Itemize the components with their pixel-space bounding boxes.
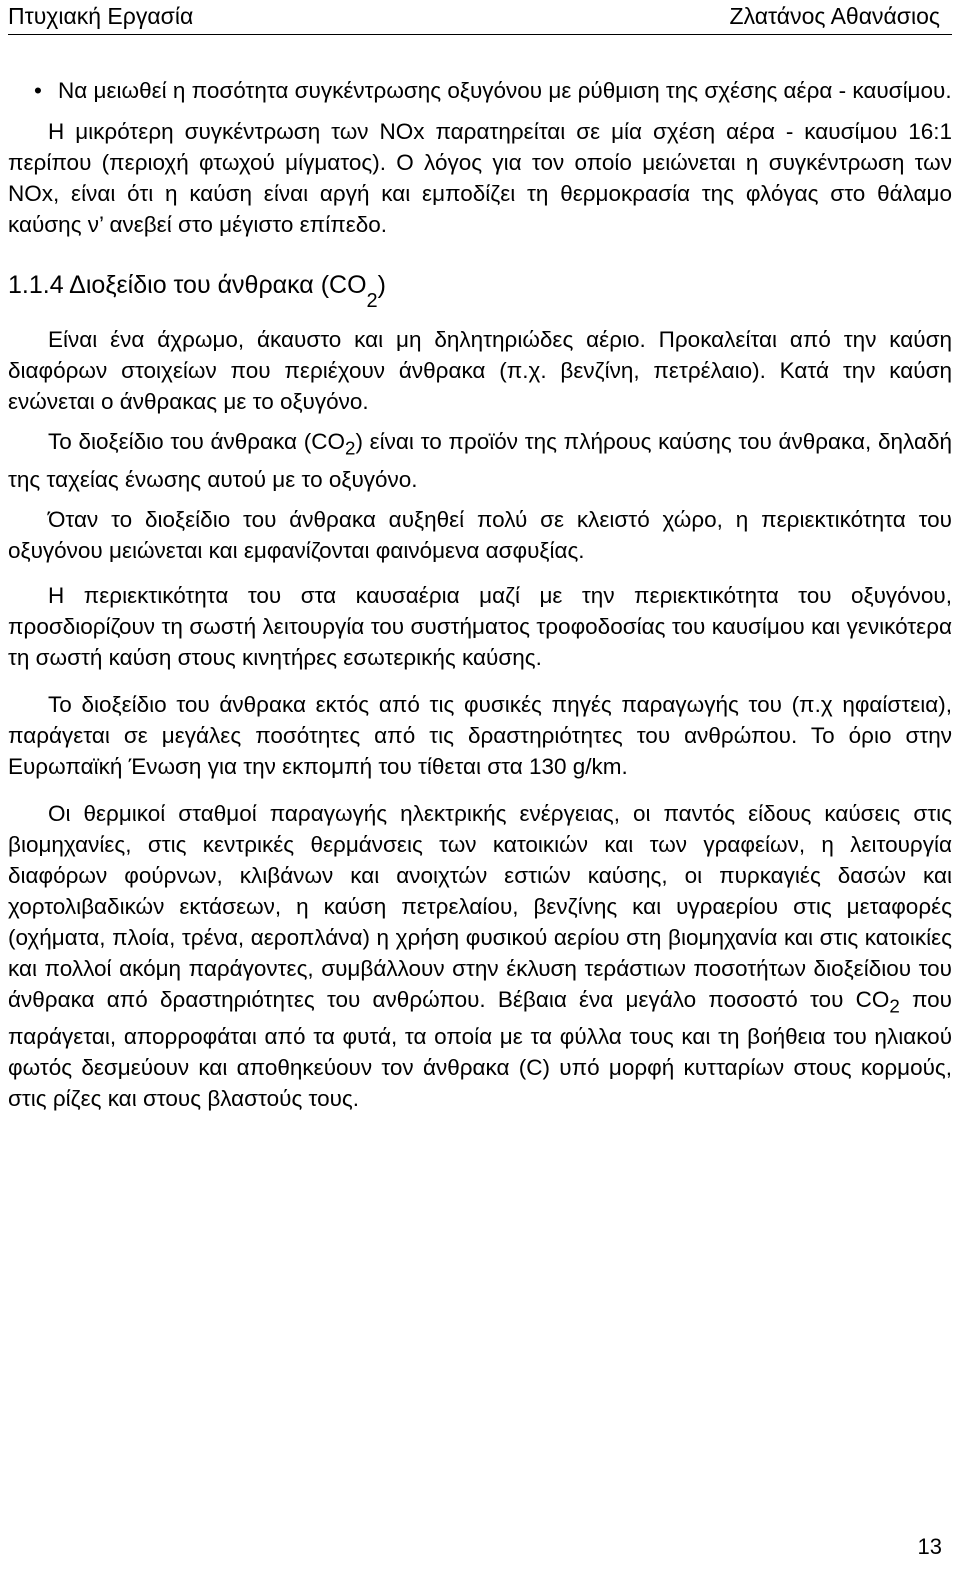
paragraph-2-after: ) είναι το προϊόν της πλήρους καύσης του άνθρακα, δηλαδή της ταχείας ένωσης αυτού με το οξυγόνο.	[8, 429, 952, 492]
header-author: Ζλατάνος Αθανάσιος	[729, 3, 940, 29]
paragraph-5: Το διοξείδιο του άνθρακα εκτός από τις φυσικές πηγές παραγωγής του (π.χ ηφαίστεια), παράγεται σε μεγάλες ποσότητες από τις δραστηριότητες του ανθρώπου. Το όριο στην Ευρωπαϊκή Ένωση για την εκπομπή του τίθεται στα 130 g/km.	[8, 691, 952, 779]
section-heading	[8, 268, 952, 324]
paragraph-6-subscript: 2	[889, 995, 900, 1016]
paragraph-1: Είναι ένα άχρωμο, άκαυστο και μη δηλητηριώδες αέριο. Προκαλείται από την καύση διαφόρων στοιχείων που περιέχουν άνθρακα (π.χ. βενζίνη, πετρέλαιο). Κατά την καύση ενώνεται ο άνθρακας με το οξυγόνο.	[8, 327, 952, 414]
heading-close: )	[377, 271, 386, 299]
heading-subscript: 2	[366, 290, 378, 312]
header-left-title: Πτυχιακή Εργασία	[8, 3, 194, 29]
page-header	[8, 0, 952, 35]
bullet-symbol: •	[34, 78, 42, 103]
heading-text: 1.1.4 Διοξείδιο του άνθρακα (CO	[8, 271, 367, 299]
paragraph-2	[8, 426, 952, 495]
document-body	[8, 75, 952, 1114]
bullet-text: Να μειωθεί η ποσότητα συγκέντρωσης οξυγόνου με ρύθμιση της σχέσης αέρα - καυσίμου.	[58, 78, 952, 103]
page-number: 13	[917, 1534, 942, 1559]
bullet-item	[8, 75, 952, 106]
paragraph-2-subscript: 2	[345, 437, 356, 459]
paragraph-nox: Η μικρότερη συγκέντρωση των NOx παρατηρείται σε μία σχέση αέρα - καυσίμου 16:1 περίπου (περιοχή φτωχού μίγματος). Ο λόγος για τον οποίο μειώνεται η συγκέντρωση των NOx, είναι ότι η καύση είναι αργή και εμποδίζει τη θερμοκρασία της φλόγας στο θάλαμο καύσης ν’ ανεβεί στο μέγιστο επίπεδο.	[8, 119, 952, 237]
paragraph-4: Η περιεκτικότητα του στα καυσαέρια μαζί με την περιεκτικότητα του οξυγόνου, προσδιορίζουν τη σωστή λειτουργία του συστήματος τροφοδοσίας του καυσίμου και γενικότερα τη σωστή καύση στους κινητήρες εσωτερικής καύσης.	[8, 582, 952, 670]
paragraph-6-after: που παράγεται, απορροφάται από τα φυτά, τα οποία με τα φύλλα τους και τη βοήθεια του ηλιακού φωτός δεσμεύουν και αποθηκεύουν τον άνθρακα (C) υπό μορφή κυτταρίων στους κορμούς, στις ρίζες και στους βλαστούς τους.	[8, 986, 952, 1111]
paragraph-6-before: Οι θερμικοί σταθμοί παραγωγής ηλεκτρικής ενέργειας, οι παντός είδους καύσεις στις βιομηχανίες, στις κεντρικές θερμάνσεις των κατοικιών και των γραφείων, η λειτουργία διαφόρων φούρνων, κλιβάνων και ανοιχτών εστιών καύσης, οι πυρκαγιές δασών και χορτολιβαδικών εκτάσεων, η καύση πετρελαίου, βενζίνης και υγραερίου στις μεταφορές (οχήματα, πλοία, τρένα, αεροπλάνα) η χρήση φυσικού αερίου στη βιομηχανία και στις κατοικίες και πολλοί ακόμη παράγοντες, συμβάλλουν στην έκλυση τεράστιων ποσοτήτων διοξείδιου του άνθρακα από δραστηριότητες του ανθρώπου. Βέβαια ένα μεγάλο ποσοστό του CO	[8, 800, 952, 1012]
paragraph-3: Όταν το διοξείδιο του άνθρακα αυξηθεί πολύ σε κλειστό χώρο, η περιεκτικότητα του οξυγόνου μειώνεται και εμφανίζονται φαινόμενα ασφυξίας.	[8, 506, 952, 563]
paragraph-6	[8, 798, 952, 1115]
paragraph-2-before: Το διοξείδιο του άνθρακα (CO	[48, 429, 345, 454]
